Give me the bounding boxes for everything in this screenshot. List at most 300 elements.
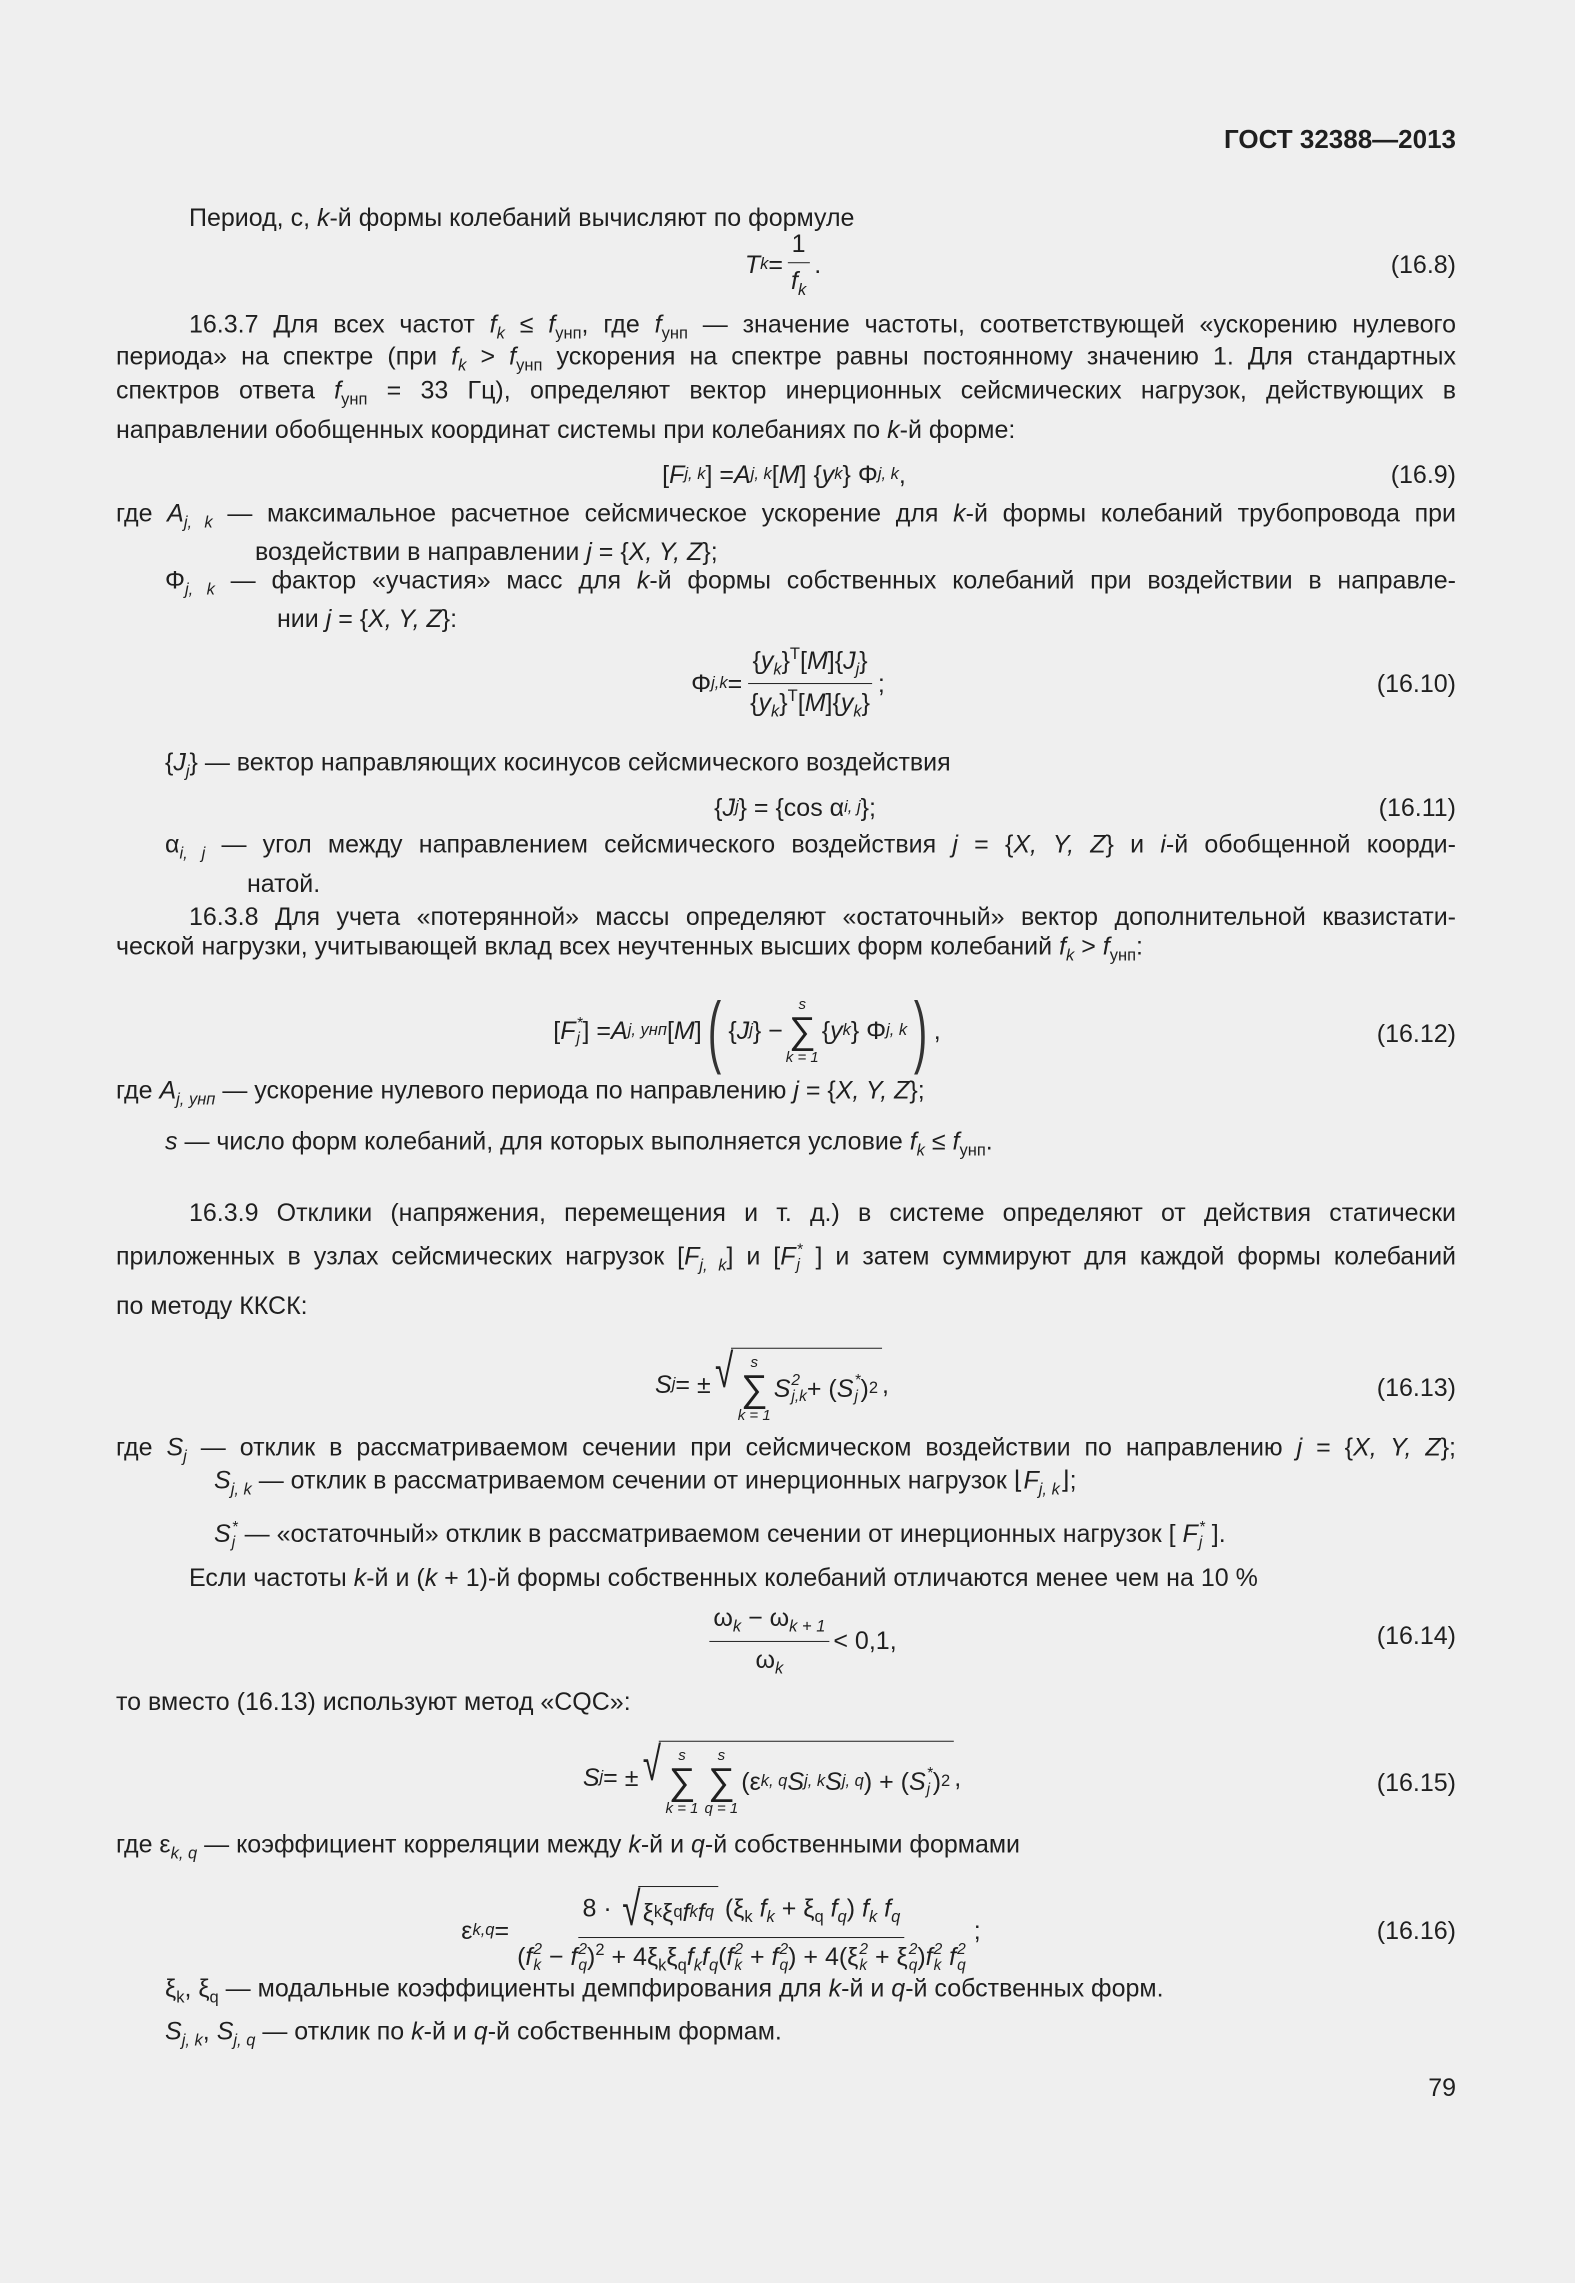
subscript: j: [185, 762, 190, 781]
subscript: k, q: [170, 1844, 198, 1863]
fraction-numerator: [788, 229, 810, 263]
subscript: k: [868, 1908, 878, 1927]
math-symbol: F: [780, 1242, 796, 1271]
math-symbol: A: [611, 1017, 628, 1045]
equation-16-8: [745, 229, 821, 301]
math-symbol: f: [1059, 932, 1067, 961]
math-symbol: J: [843, 646, 856, 675]
subscript: k + 1: [789, 1617, 826, 1636]
text-run: то вместо (16.13) используют метод «CQC»:: [116, 1688, 631, 1716]
text-run: ξ: [165, 1974, 177, 2003]
superscript: 2: [595, 1940, 605, 1959]
text-run: [: [662, 461, 670, 489]
text-run: ξ: [642, 1899, 654, 1928]
math-symbol: S: [165, 2017, 182, 2046]
math-symbol: f: [682, 1899, 690, 1928]
definition-phi: [165, 566, 1456, 605]
math-symbol: X, Y, Z: [1353, 1433, 1441, 1462]
text-run: ] и затем суммируют для каждой формы колебаний: [802, 1242, 1457, 1271]
math-symbol: f: [451, 342, 459, 371]
text-run: [942, 1942, 949, 1970]
text-run: [877, 1894, 884, 1922]
superscript: *: [576, 1014, 583, 1032]
text-run: периода» на спектре (при: [116, 342, 452, 371]
subscript: j, унп: [627, 1021, 667, 1040]
subscript: j, q: [233, 2031, 256, 2050]
math-symbol: f: [697, 1899, 705, 1928]
math-symbol: y: [830, 1017, 843, 1045]
subscript: j, k: [184, 580, 215, 599]
subscript: k: [458, 356, 467, 375]
math-symbol: S: [787, 1767, 805, 1796]
text-run: ξ: [666, 1942, 678, 1971]
text-run: ) + 4(ξ: [788, 1942, 859, 1971]
text-run: -й форме:: [899, 416, 1016, 444]
subscript: k: [853, 703, 862, 722]
text-run: — угол между направлением сейсмического воздействия: [205, 830, 953, 859]
subscript: q: [708, 1956, 719, 1975]
subscript: j, k: [750, 465, 772, 484]
text-run: натой.: [247, 870, 321, 898]
math-symbol: S: [216, 2017, 234, 2046]
text-run: = {: [1302, 1433, 1354, 1462]
text-run: } = {cos α: [738, 794, 845, 822]
text-run: };: [702, 538, 718, 566]
subscript: k: [734, 1956, 743, 1974]
radicand: [639, 1886, 718, 1934]
math-symbol: f: [759, 1894, 767, 1923]
superscript: *: [854, 1372, 861, 1389]
text-run: Φ: [691, 670, 712, 698]
math-symbol: s: [165, 1127, 178, 1156]
sub-superscript: [780, 1942, 789, 1973]
sub-superscript: [791, 1373, 807, 1404]
subscript: k: [732, 1617, 742, 1636]
text-run: -й формы колебаний вычисляют по формуле: [329, 204, 855, 232]
paragraph-cqc: [116, 1687, 631, 1717]
text-run: ε: [461, 1916, 473, 1945]
text-run: .: [814, 251, 822, 279]
text-run: } — вектор направляющих косинусов сейсмического воздействия: [189, 748, 951, 777]
text-run: {: [821, 1017, 831, 1045]
text-run: 16.3.9 Отклики (напряжения, перемещения и т. д.) в системе определяют от действия статически: [189, 1199, 1456, 1227]
superscript: 2: [533, 1941, 542, 1959]
equation-number: (16.8): [1390, 251, 1456, 279]
math-symbol: F: [669, 461, 685, 489]
fraction-denominator: [787, 263, 810, 301]
text-run: -й собственным формам.: [487, 2017, 782, 2046]
text-run: ω: [713, 1603, 733, 1632]
radicand: [731, 1348, 882, 1423]
text-run: ,: [933, 1017, 941, 1045]
subscript: j: [599, 1768, 604, 1787]
text-run: ): [860, 1374, 869, 1403]
paragraph-frequency-condition: [189, 1563, 1258, 1593]
math-symbol: J: [173, 748, 186, 777]
text-run: ] {: [799, 461, 822, 489]
subscript: k: [859, 1956, 868, 1974]
sum-lower-limit: q = 1: [704, 1799, 739, 1817]
radicand: [659, 1741, 955, 1816]
sub-superscript: [578, 1942, 587, 1973]
text-run: [: [771, 461, 779, 489]
subscript: k: [658, 1956, 667, 1975]
definition-alpha: [247, 869, 320, 899]
math-symbol: k: [411, 2017, 424, 2046]
text-run: }: [861, 689, 870, 718]
math-symbol: f: [334, 376, 342, 405]
definition-S-jk-jq: [165, 2017, 782, 2056]
sub-superscript: [734, 1942, 743, 1973]
sub-superscript: [533, 1942, 542, 1973]
superscript: 2: [779, 1941, 789, 1959]
text-run: + 4ξ: [604, 1942, 659, 1971]
superscript: 2: [791, 1372, 801, 1389]
definition-xi: [165, 1974, 1164, 2013]
superscript: 2: [868, 1378, 879, 1397]
subscript: j: [576, 1030, 580, 1047]
subscript: k: [933, 1956, 942, 1974]
sum-upper-limit: s: [750, 1353, 758, 1371]
superscript: *: [231, 1518, 238, 1536]
math-symbol: f: [949, 1942, 957, 1971]
subscript: j, k: [699, 1256, 727, 1275]
subscript: j, k: [1038, 1480, 1060, 1499]
radical-sign-icon: √: [642, 1737, 661, 1791]
text-run: = ±: [603, 1764, 639, 1792]
math-symbol: M: [804, 689, 826, 718]
text-run: [: [553, 1017, 561, 1045]
text-run: =: [494, 1916, 510, 1945]
math-symbol: k: [424, 1564, 438, 1592]
math-symbol: f: [509, 342, 517, 371]
math-symbol: f: [570, 1942, 578, 1971]
subscript: j: [855, 660, 860, 679]
text-run: где: [116, 499, 168, 528]
paragraph-16-3-9: [189, 1198, 1456, 1228]
math-symbol: J: [736, 1017, 750, 1045]
superscript: *: [796, 1241, 803, 1259]
sum-lower-limit: k = 1: [785, 1048, 819, 1066]
math-symbol: k: [953, 499, 966, 528]
math-symbol: j: [325, 605, 332, 633]
definition-s: [165, 1127, 993, 1166]
text-run: ]{: [827, 646, 844, 675]
subscript: унп: [661, 324, 688, 343]
superscript: *: [1198, 1518, 1205, 1536]
text-run: >: [466, 342, 510, 371]
subscript: k,q: [472, 1921, 495, 1940]
text-run: -й и: [841, 1974, 892, 2003]
equation-16-16: [461, 1883, 981, 1976]
math-symbol: f: [702, 1942, 709, 1971]
text-run: ]{: [825, 689, 841, 718]
fraction: [709, 1603, 829, 1679]
text-run: [: [800, 646, 807, 675]
text-run: } Φ: [850, 1017, 887, 1045]
subscript: q: [814, 1908, 824, 1927]
text-run: ,: [954, 1764, 962, 1792]
subscript: j, k: [877, 465, 899, 484]
definition-epsilon: [116, 1830, 1020, 1869]
math-symbol: X, Y, Z: [628, 538, 703, 566]
text-run: [: [666, 1017, 674, 1045]
math-symbol: y: [760, 646, 774, 675]
subscript: j: [671, 1375, 676, 1394]
text-run: ⌋;: [1059, 1466, 1077, 1495]
math-symbol: f: [830, 1894, 838, 1923]
sub-superscript: [859, 1942, 868, 1973]
math-symbol: y: [758, 689, 772, 718]
math-symbol: f: [884, 1894, 892, 1923]
text-run: ускорения на спектре равны постоянному значению 1. Для стандартных: [542, 342, 1456, 371]
text-run: α: [165, 830, 180, 859]
math-symbol: f: [925, 1942, 933, 1971]
subscript: q: [908, 1956, 918, 1974]
text-run: -й формы колебаний трубопровода при: [965, 499, 1456, 528]
subscript: q: [578, 1956, 588, 1974]
subscript: j: [796, 1257, 800, 1275]
math-symbol: k: [353, 1564, 367, 1592]
text-run: по методу ККСК:: [116, 1292, 308, 1320]
subscript: j,k: [711, 674, 728, 693]
text-run: где ε: [116, 1830, 171, 1859]
document-header: ГОСТ 32388—2013: [1224, 124, 1456, 154]
text-run: = {: [591, 538, 629, 566]
subscript: j,k: [791, 1387, 807, 1405]
subscript: j: [926, 1780, 931, 1798]
sigma-icon: ∑: [668, 1759, 696, 1802]
text-run: спектров ответа: [116, 376, 335, 405]
math-symbol: i: [1160, 830, 1166, 859]
definition-A-unp: [116, 1076, 925, 1115]
summation: [666, 1748, 699, 1816]
subscript: k: [760, 255, 769, 274]
subscript: k: [775, 1659, 784, 1678]
subscript: k: [533, 1956, 542, 1974]
subscript: j, k: [183, 513, 213, 532]
math-symbol: f: [790, 267, 798, 296]
radical-sign-icon: √: [622, 1883, 641, 1937]
subscript: j, k: [684, 465, 706, 484]
paragraph-16-3-9: [116, 1242, 1456, 1281]
equation-16-12: [553, 986, 941, 1075]
math-symbol: y: [840, 689, 854, 718]
subscript: k: [653, 1903, 663, 1922]
math-symbol: X, Y, Z: [1013, 830, 1106, 859]
text-run: -й и (: [366, 1564, 425, 1592]
text-run: ;: [973, 1916, 981, 1945]
math-symbol: f: [525, 1942, 533, 1971]
text-run: нии: [277, 605, 326, 633]
math-symbol: S: [582, 1764, 600, 1792]
text-run: ): [917, 1942, 926, 1971]
subscript: j, k: [181, 2031, 203, 2050]
text-run: >: [1074, 932, 1103, 961]
subscript: j, q: [841, 1771, 864, 1790]
fraction: [787, 229, 810, 301]
subscript: i, j: [844, 798, 861, 817]
subscript: k: [773, 660, 782, 679]
large-parenthesis: ): [913, 986, 928, 1075]
fraction-denominator: [513, 1938, 970, 1976]
subscript: j: [231, 1534, 236, 1552]
subscript: k: [771, 703, 780, 722]
subscript: k: [176, 1988, 185, 2007]
math-symbol: F: [560, 1017, 576, 1045]
text-run: воздействии в направлении: [255, 538, 587, 566]
text-run: =: [768, 251, 783, 279]
superscript: T: [787, 687, 798, 706]
superscript: T: [789, 645, 801, 664]
subscript: q: [891, 1908, 901, 1927]
fraction-numerator: [579, 1883, 905, 1938]
text-run: — коэффициент корреляции между: [197, 1830, 629, 1859]
text-run: 16.3.7 Для всех частот: [189, 310, 490, 339]
math-symbol: A: [733, 461, 751, 489]
text-run: =: [727, 670, 743, 698]
equation-number: (16.11): [1378, 794, 1456, 822]
equation-16-13: [655, 1344, 889, 1424]
text-run: ): [932, 1767, 942, 1796]
text-run: ,: [882, 1371, 889, 1399]
fraction-numerator: [748, 645, 871, 684]
summation: [786, 997, 819, 1065]
subscript: j, унп: [176, 1090, 216, 1109]
square-root: [638, 1737, 954, 1817]
math-symbol: j: [1296, 1433, 1303, 1462]
text-run: ≤: [504, 310, 549, 339]
math-symbol: k: [628, 1830, 641, 1859]
subscript: k: [834, 465, 843, 484]
math-symbol: S: [166, 1433, 184, 1462]
equation-16-10: [691, 645, 885, 723]
sum-lower-limit: k = 1: [737, 1406, 771, 1424]
text-run: ].: [1204, 1520, 1226, 1549]
math-symbol: f: [726, 1942, 734, 1971]
fraction: [746, 645, 874, 723]
subscript: q: [704, 1903, 714, 1922]
equation-16-9: [662, 460, 906, 490]
text-run: {: [750, 689, 759, 718]
text-run: приложенных в узлах сейсмических нагрузок [: [116, 1242, 685, 1271]
math-symbol: f: [952, 1127, 960, 1156]
math-symbol: j: [952, 830, 958, 859]
math-symbol: q: [473, 2017, 488, 2046]
text-run: = {: [331, 605, 369, 633]
superscript: 2: [859, 1941, 869, 1959]
text-run: — отклик в рассматриваемом сечении при сейсмическом воздействии по направлению: [186, 1433, 1297, 1462]
math-symbol: f: [909, 1127, 917, 1156]
fraction-numerator: [709, 1603, 829, 1642]
text-run: -й и: [640, 1830, 691, 1859]
paragraph-16-3-7: [116, 342, 1456, 381]
text-run: };: [909, 1076, 925, 1105]
text-run: − ω: [741, 1603, 790, 1632]
math-symbol: S: [908, 1767, 926, 1796]
text-run: {: [728, 1017, 737, 1045]
math-symbol: T: [744, 251, 761, 279]
sum-lower-limit: k = 1: [665, 1799, 699, 1817]
definition-S-jk: [214, 1466, 1077, 1505]
subscript: унп: [1109, 946, 1137, 965]
math-symbol: y: [821, 461, 835, 489]
math-symbol: k: [316, 204, 330, 232]
subscript: i, j: [179, 844, 206, 863]
definition-S-star: [214, 1519, 1226, 1551]
text-run: — отклик в рассматриваемом сечении от инерционных нагрузок ⌊: [251, 1466, 1024, 1495]
math-symbol: F: [1182, 1520, 1198, 1549]
page-number: 79: [1428, 2074, 1456, 2102]
text-run: ] и [: [726, 1242, 781, 1271]
sub-superscript: [934, 1942, 943, 1973]
equation-number: (16.15): [1376, 1769, 1456, 1797]
subscript: q: [957, 1956, 966, 1974]
subscript: j, k: [230, 1480, 252, 1499]
definition-A: [116, 499, 1456, 538]
text-run: < 0,1,: [833, 1627, 897, 1655]
subscript: j, k: [886, 1021, 908, 1040]
math-symbol: f: [686, 1942, 694, 1971]
paragraph-16-3-8: [116, 932, 1143, 971]
text-run: — отклик по: [255, 2017, 412, 2046]
superscript: 2: [734, 1941, 744, 1959]
math-symbol: X, Y, Z: [368, 605, 442, 633]
text-run: {: [165, 748, 174, 777]
math-symbol: F: [684, 1242, 700, 1271]
text-run: направлении обобщенных координат системы при колебаниях по: [116, 416, 888, 444]
text-run: Если частоты: [189, 1564, 354, 1592]
sum-upper-limit: s: [717, 1746, 726, 1764]
math-symbol: F: [1023, 1466, 1039, 1495]
text-run: };: [1440, 1433, 1456, 1462]
text-run: где: [116, 1433, 167, 1462]
paragraph-16-3-9: [116, 1291, 308, 1321]
radical-sign-icon: √: [714, 1344, 733, 1398]
paragraph-16-3-7: [116, 376, 1456, 415]
subscript: унп: [959, 1141, 986, 1160]
text-run: Период, с,: [189, 204, 317, 232]
text-run: — число форм колебаний, для которых выполняется условие: [177, 1127, 910, 1156]
sum-upper-limit: s: [798, 996, 806, 1014]
text-run: = {: [798, 1076, 836, 1105]
fraction: [513, 1883, 970, 1976]
equation-16-11: [714, 793, 876, 823]
sigma-icon: ∑: [740, 1366, 768, 1409]
math-symbol: M: [673, 1017, 695, 1045]
math-symbol: f: [1102, 932, 1110, 961]
math-symbol: f: [771, 1942, 779, 1971]
text-run: }: [779, 689, 788, 718]
subscript: k: [842, 1021, 851, 1040]
text-run: }:: [441, 605, 458, 633]
text-run: }: [781, 646, 790, 675]
text-run: + ξ: [774, 1894, 815, 1923]
summation: [704, 1748, 738, 1816]
subscript: q: [837, 1908, 847, 1927]
subscript: k: [496, 324, 505, 343]
text-run: .: [985, 1127, 993, 1156]
equation-number: (16.13): [1376, 1374, 1456, 1402]
text-run: + (: [806, 1374, 837, 1403]
summation: [738, 1355, 771, 1423]
math-symbol: X, Y, Z: [835, 1076, 910, 1105]
text-run: ≤: [924, 1127, 953, 1156]
definition-alpha: [165, 830, 1456, 869]
subscript: j: [183, 1447, 187, 1466]
text-run: — максимальное расчетное сейсмическое ускорение для: [212, 499, 954, 528]
equation-number: (16.9): [1390, 461, 1456, 489]
